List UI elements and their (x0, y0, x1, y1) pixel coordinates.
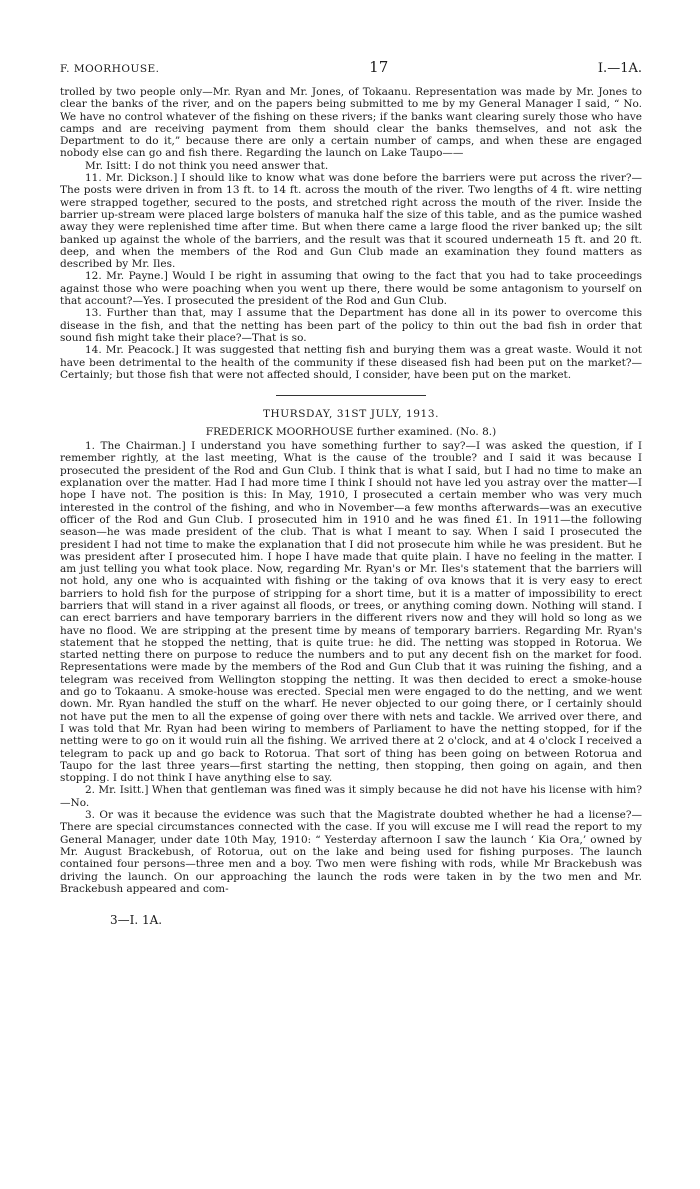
document-page (60, 58, 642, 927)
paragraph: 3. Or was it because the evidence was such that the Magistrate doubted whether he had a license?—There are special circumstances connected with the case. If you will excuse me I will read the report to my General Manager, under date 10th May, 1910: “ Yesterday afternoon I saw the launch ‘ Kia Ora,’ owned by Mr. August Brackebush, of Rotorua, out on the lake and being used for fishing purposes. The launch contained four persons—three men and a boy. Two men were fishing with rods, while Mr Brackebush was driving the launch. On our approaching the launch the rods were taken in by the two men and Mr. Brackebush appeared and com- (60, 809, 642, 895)
session-date: THURSDAY, 31ST JULY, 1913. (262, 408, 440, 421)
paragraph: trolled by two people only—Mr. Ryan and Mr. Jones, of Tokaanu. Representation was made by Mr. Jones to clear the banks of the river, and on the papers being submitted to me by my General Manager I said, “ No. We have no control whatever of the fishing on these rivers; if the banks want clearing surely those who have camps and are receiving payment from them should clear the banks themselves, and not ask the Department to do it,” because there are only a certain number of camps, and when these are engaged nobody else can go and fish there. Regarding the launch on Lake Taupo—— (60, 86, 642, 160)
header-paper-reference: I.—1A. (597, 61, 642, 76)
paragraph: 11. Mr. Dickson.] I should like to know what was done before the barriers were put across the river?—The posts were driven in from 13 ft. to 14 ft. across the mouth of the river. Two lengths of 4 ft. wire netting were strapped together, secured to the posts, and stretched right across the mouth of the river. Inside the barrier up-stream were placed large bolsters of manuka half the size of this table, and as the pumice washed away they were replenished time after time. But when there came a large flood the river banked up; the silt banked up against the whole of the barriers, and the result was that it scoured underneath 15 ft. and 20 ft. deep, and when the members of the Rod and Gun Club made an examination they found matters as described by Mr. Iles. (60, 172, 642, 271)
page-number: 17 (369, 58, 389, 76)
paragraph: 13. Further than that, may I assume that the Department has done all in its power to overcome this disease in the fish, and that the netting has been part of the policy to thin out the bad fish in order that sound fish might take their place?—That is so. (60, 307, 642, 344)
witness-heading: FREDERICK MOORHOUSE further examined. (No. 8.) (205, 426, 497, 439)
testimony-section-continued (60, 86, 642, 381)
paragraph: Mr. Isitt: I do not think you need answer that. (85, 159, 329, 172)
printer-signature: 3—I. 1A. (110, 913, 163, 928)
paragraph: 14. Mr. Peacock.] It was suggested that netting fish and burying them was a great waste. Would it not have been detrimental to the health of the community if these diseased fish had been put on the market?—Certainly; but those fish that were not affected should, I consider, have been put on the market. (60, 344, 642, 381)
paragraph: 1. The Chairman.] I understand you have something further to say?—I was asked the question, if I remember rightly, at the last meeting, What is the cause of the trouble? and I said it was because I prosecuted the president of the Rod and Gun Club. I think that is what I said, but I had no time to make an explanation over the matter. Had I had more time I think I should not have led you astray over the matter—I hope I have not. The position is this: In May, 1910, I prosecuted a certain member who was very much interested in the control of the fishing, and who in November—a few months afterwards—was an executive officer of the Rod and Gun Club. I prosecuted him in 1910 and he was fined £1. In 1911—the following season—he was made president of the club. That is what I meant to say. When I said I prosecuted the president I had not time to make the explanation that I did not prosecute him while he was president. But he was president after I prosecuted him. I hope I have made that quite plain. I have no feeling in the matter. I am just telling you what took place. Now, regarding Mr. Ryan's or Mr. Iles's statement that the barriers will not hold, any one who is acquainted with fishing or the taking of ova knows that it is very easy to erect barriers to hold fish for the purpose of stripping for a short time, but it is a matter of impossibility to erect barriers that will stand in a river against all floods, or trees, or anything coming down. Nothing will stand. I can erect barriers and have temporary barriers in the different rivers now and they will hold so long as we have no flood. We are stripping at the present time by means of temporary barriers. Regarding Mr. Ryan's statement that he stopped the netting, that is quite true: he did. The netting was stopped in Rotorua. We started netting there on purpose to reduce the numbers and to put any decent fish on the market for food. Representations were made by the members of the Rod and Gun Club that it was ruining the fishing, and a telegram was received from Wellington stopping the netting. It was then decided to erect a smoke-house and go to Tokaanu. A smoke-house was erected. Special men were engaged to do the netting, and we went down. Mr. Ryan handled the stuff on the wharf. He never objected to our going there, or I certainly should not have put the men to all the expense of going over there with nets and tackle. We arrived over there, and I was told that Mr. Ryan had been wiring to members of Parliament to have the netting stopped, for if the netting were to go on it would ruin all the fishing. We arrived there at 2 o'clock, and at 4 o'clock I received a telegram to pack up and go back to Rotorua. That sort of thing has been going on between Rotorua and Taupo for the last three years—first starting the netting, then stopping, then going on again, and then stopping. I do not think I have anything else to say. (60, 440, 642, 785)
header-witness-name: F. MOORHOUSE. (60, 63, 160, 75)
paragraph: 12. Mr. Payne.] Would I be right in assuming that owing to the fact that you had to take proceedings against those who were poaching when you went up there, there would be some antagonism to yourself on that account?—Yes. I prosecuted the president of the Rod and Gun Club. (60, 270, 642, 308)
paragraph: 2. Mr. Isitt.] When that gentleman was fined was it simply because he did not have his license with him?—No. (60, 784, 642, 809)
section-divider (276, 395, 426, 396)
page-header (60, 58, 642, 76)
testimony-section-new (60, 440, 642, 895)
